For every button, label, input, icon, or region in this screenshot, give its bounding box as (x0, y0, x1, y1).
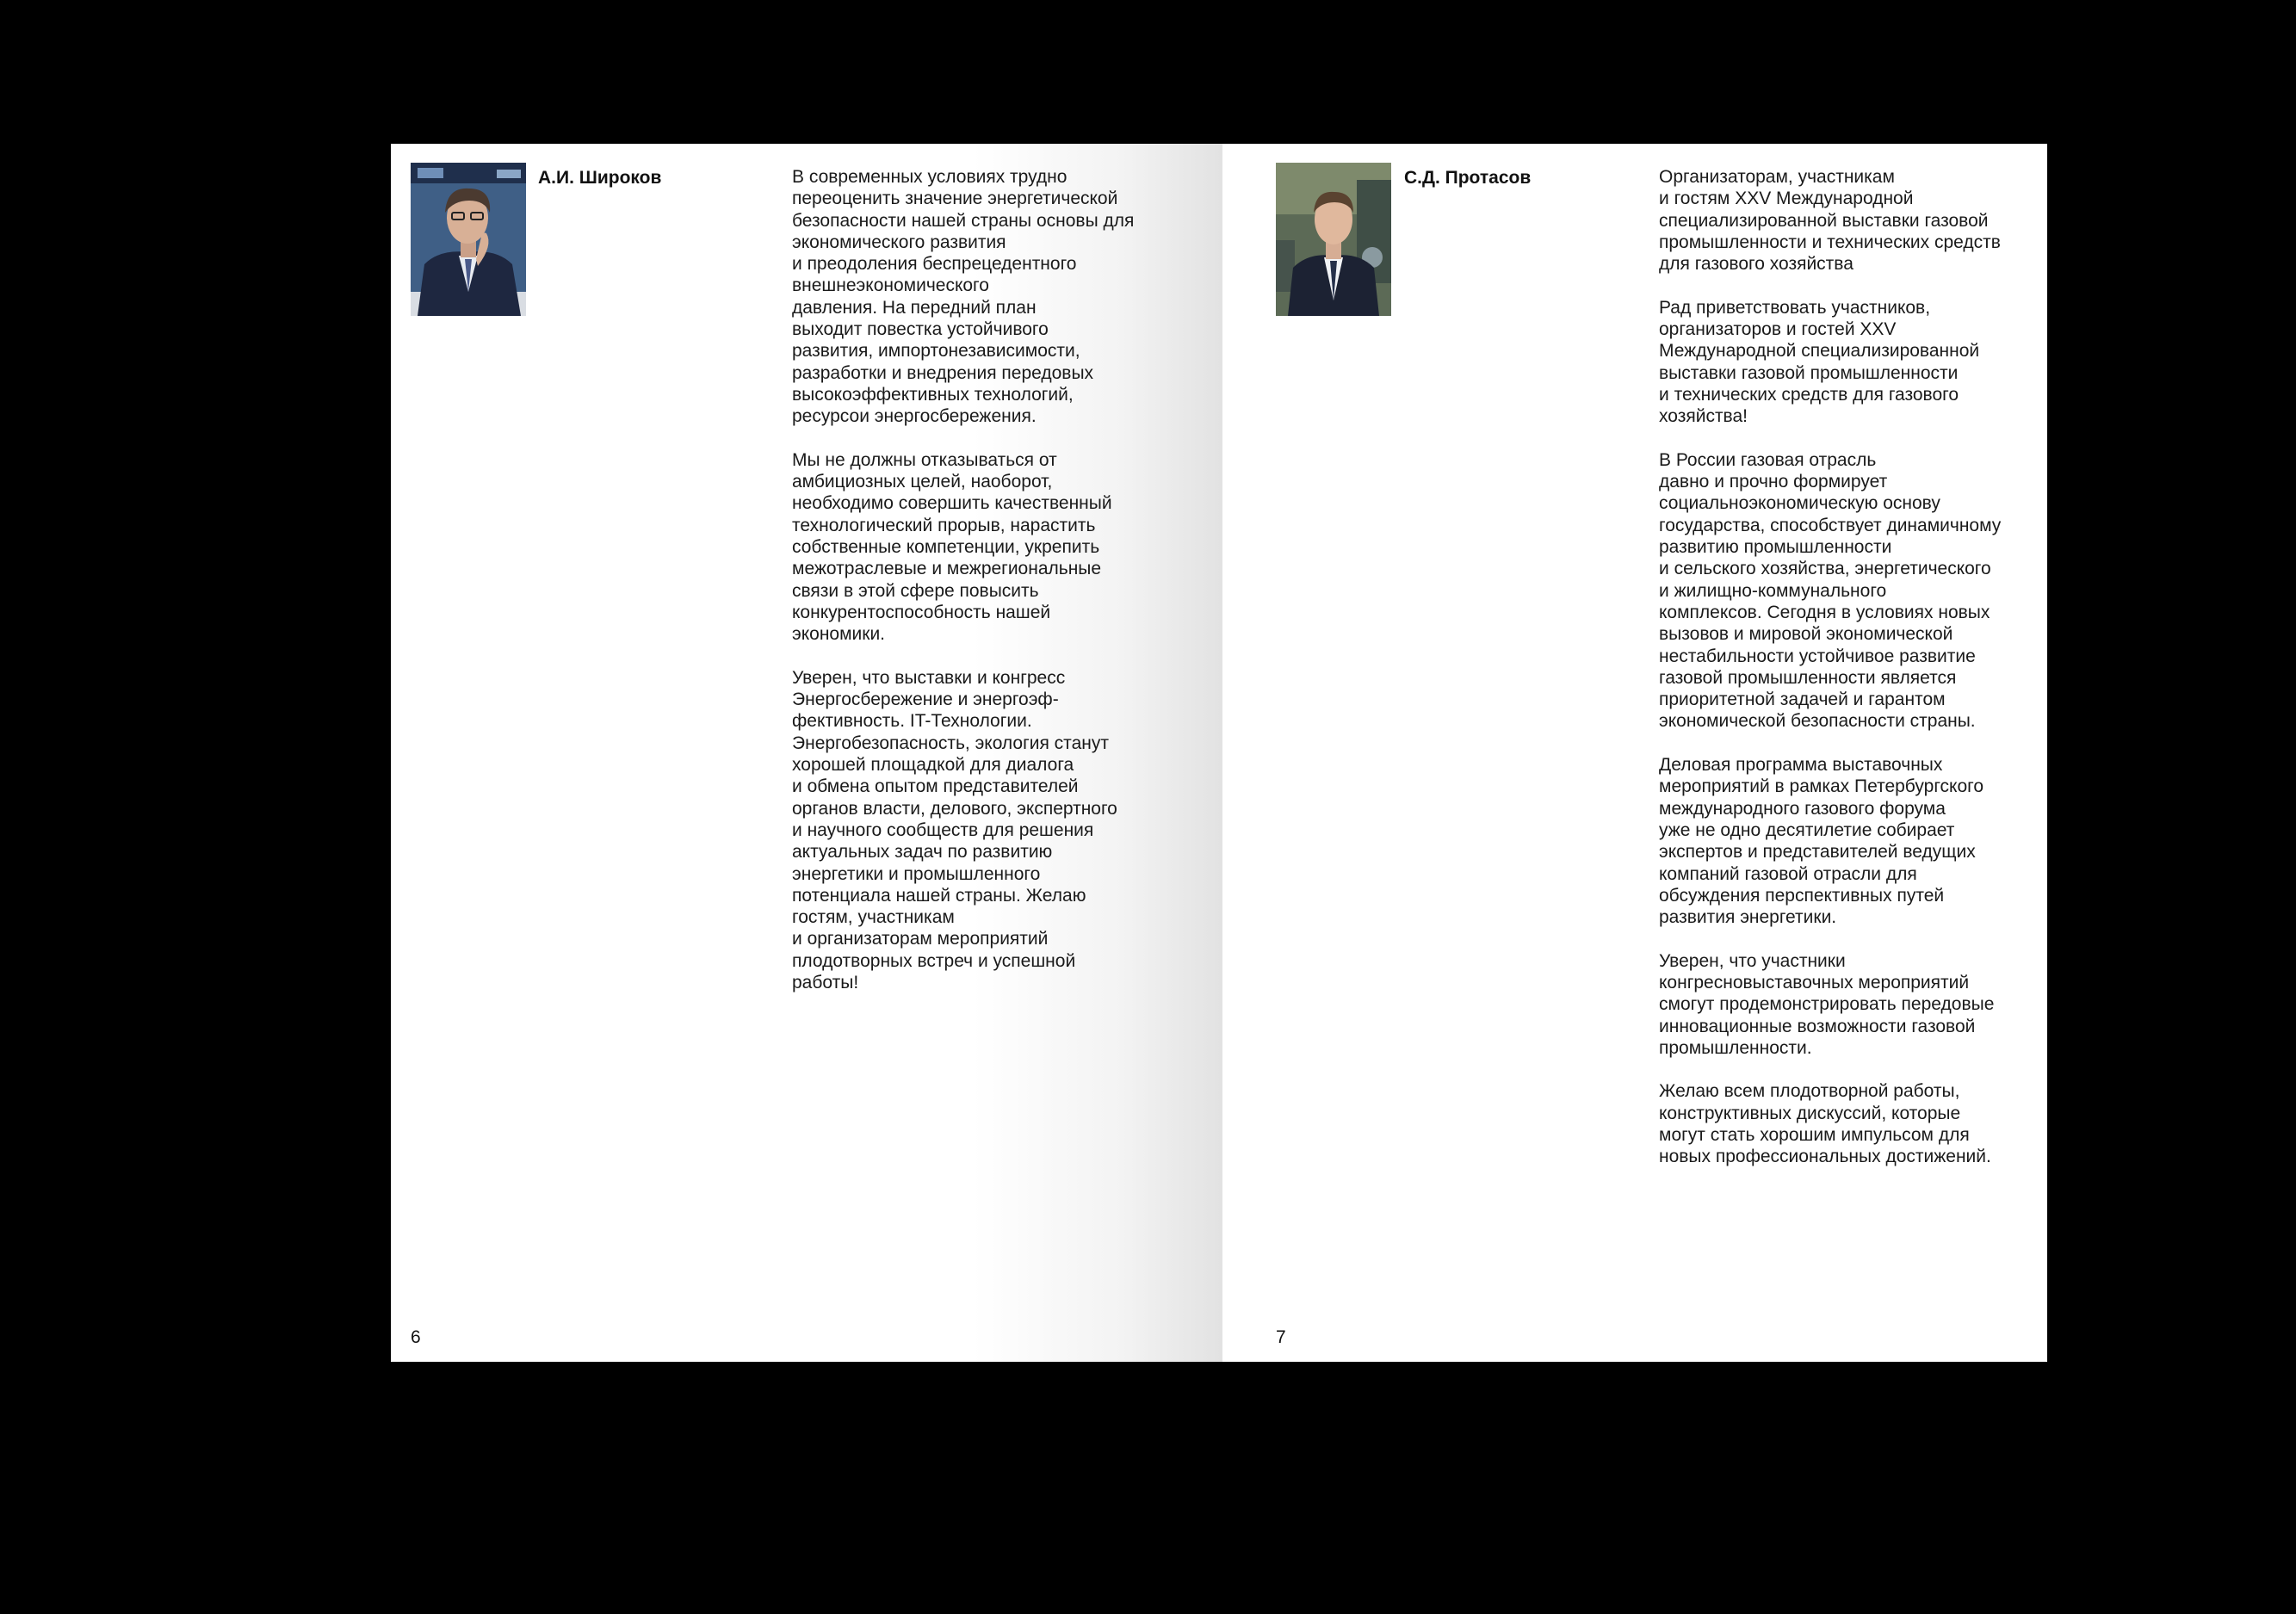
paragraph: Организаторам, участникам и гостям XXV Международной специализированной выставки газовой промышленности и технических средств для газового хозяйства (1659, 167, 2001, 275)
page-left (391, 144, 1222, 1362)
portrait-photo-protasov (1276, 163, 1391, 316)
paragraph: В современных условиях трудно переоценить значение энергетической безопасности нашей страны основы для экономического развития и преодоления беспрецедентного внешнеэкономического давления. На передний план выходит повестка устойчивого развития, импортонезависимости, разработки и внедрения передовых высокоэффективных технологий, ресурсои энергосбережения. (792, 167, 1135, 427)
message-text (1659, 166, 2038, 1190)
man-portrait-icon (1276, 163, 1391, 316)
page-number: 7 (1276, 1327, 1286, 1347)
paragraph: Мы не должны отказываться от амбициозных целей, наоборот, необходимо совершить качественный технологический прорыв, нарастить собственные компетенции, укрепить межотраслевые и межрегиональные связи в этой сфере повысить конкурентоспособность нашей экономики. (792, 449, 1112, 645)
paragraph: В России газовая отрасль давно и прочно формирует социальноэкономическую основу государства, способствует динамичному развитию промышленности и сельского хозяйства, энергетического и жилищно-коммунального комплексов. Сегодня в условиях новых вызовов и мировой экономической нестабильности устойчивое развитие газовой промышленности является приоритетной задачей и гарантом экономической безопасности страны. (1659, 449, 2002, 732)
paragraph: Рад приветствовать участников, организаторов и гостей XXV Международной специализированной выставки газовой промышленности и технических средств для газового хозяйства! (1659, 297, 1980, 427)
paragraph: Деловая программа выставочных мероприятий в рамках Петербургского международного газового форума уже не одно десятилетие собирает экспертов и представителей ведущих компаний газовой отрасли для обсуждения перспективных путей развития энергетики. (1659, 755, 1983, 928)
page-right (1222, 144, 2047, 1362)
page-number: 6 (411, 1327, 421, 1347)
person-name: А.И. Широков (538, 168, 662, 188)
paragraph: Уверен, что участники конгресновыставочных мероприятий смогут продемонстрировать передовые инновационные возможности газовой промышленности. (1659, 950, 1995, 1058)
portrait-photo-shirokov (411, 163, 526, 316)
magazine-spread (391, 144, 2047, 1362)
man-portrait-icon (411, 163, 526, 316)
person-name: С.Д. Протасов (1404, 168, 1532, 188)
paragraph: Желаю всем плодотворной работы, конструктивных дискуссий, которые могут стать хорошим импульсом для новых профессиональных достижений. (1659, 1081, 1991, 1167)
message-text (792, 166, 1197, 1016)
paragraph: Уверен, что выставки и конгресс Энергосбережение и энергоэф- фективность. IT-Технологии. Энергобезопасность, экология станут хорошей площадкой для диалога и обмена опытом представителей органов власти, делового, экспертного и научного сообществ для решения актуальных задач по развитию энергетики и промышленного потенциала нашей страны. Желаю гостям, участникам и организаторам мероприятий плодотворных встреч и успешной работы! (792, 667, 1117, 993)
